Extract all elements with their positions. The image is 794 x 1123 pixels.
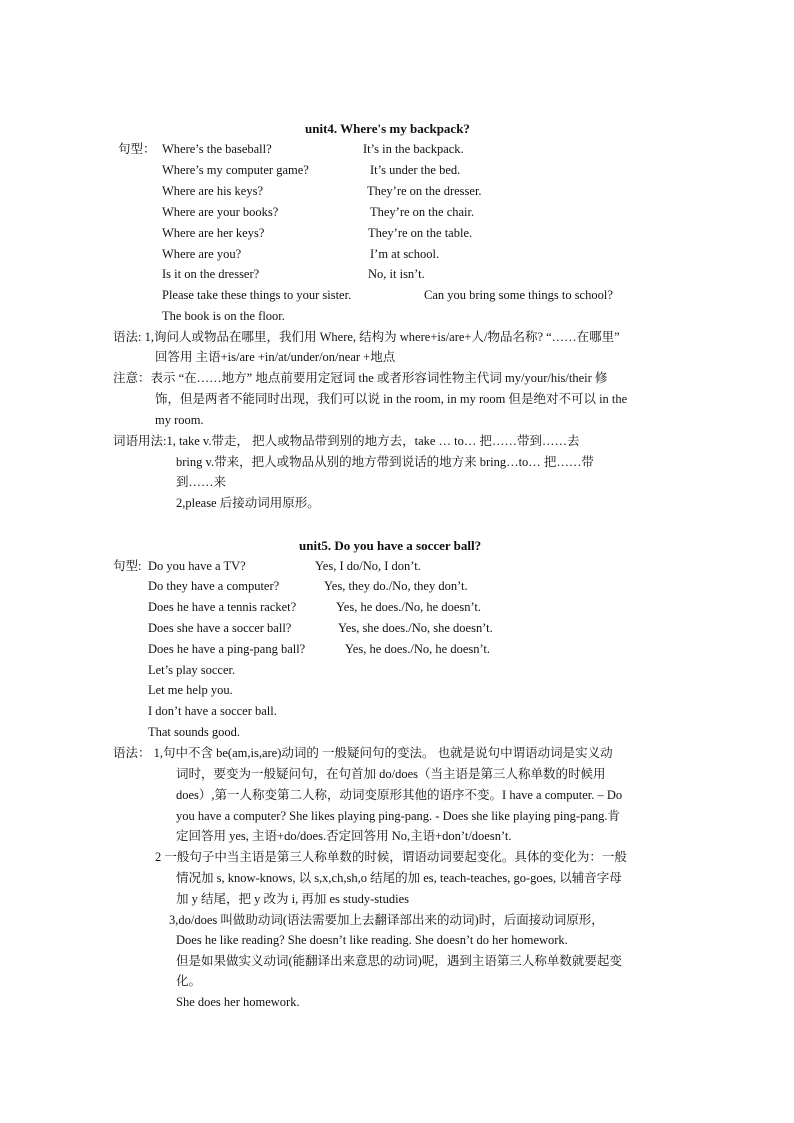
unit4-question: Where’s the baseball?: [162, 142, 272, 156]
unit5-answer: Yes, they do./No, they don’t.: [324, 579, 468, 593]
unit4-pattern-label: 句型：: [118, 142, 156, 156]
unit4-answer: It’s under the bed.: [370, 163, 461, 177]
unit5-grammar-line: 定回答用 yes, 主语+do/does.否定回答用 No,主语+don’t/doesn’t.: [176, 829, 512, 843]
unit5-grammar-line: 2 一般句子中当主语是第三人称单数的时候，谓语动词要起变化。具体的变化为：一般: [155, 850, 627, 864]
unit5-grammar-line: 语法： 1,句中不含 be(am,is,are)动词的 一般疑问句的变法。 也就是说句中谓语动词是实义动: [113, 746, 613, 760]
unit5-title: unit5. Do you have a soccer ball?: [299, 538, 482, 553]
unit4-answer: They’re on the dresser.: [367, 184, 482, 198]
unit5-pattern-label: 句型:: [113, 559, 142, 573]
unit5-sentence: I don’t have a soccer ball.: [148, 704, 277, 718]
unit4-answer: No, it isn’t.: [368, 267, 425, 281]
unit4-note-line: 注意：表示 “在……地方” 地点前要用定冠词 the 或者形容词性物主代词 my/your/his/their 修: [113, 371, 608, 385]
unit4-answer: They’re on the chair.: [370, 205, 475, 219]
unit4-question: Please take these things to your sister.: [162, 288, 352, 302]
unit4-note-line: 饰，但是两者不能同时出现，我们可以说 in the room, in my room 但是绝对不可以 in the: [155, 392, 628, 406]
unit4-question: Is it on the dresser?: [162, 267, 260, 281]
unit5-question: Does he have a ping-pang ball?: [148, 642, 306, 656]
unit4-title: unit4. Where's my backpack?: [305, 121, 470, 136]
unit5-grammar-line: 加 y 结尾，把 y 改为 i, 再加 es study-studies: [176, 892, 409, 906]
unit5-grammar-line: does）,第一人称变第二人称，动词变原形其他的语序不变。I have a computer. – Do: [176, 788, 623, 802]
unit4-question: The book is on the floor.: [162, 309, 285, 323]
unit4-question: Where are your books?: [162, 205, 279, 219]
unit4-question: Where are his keys?: [162, 184, 263, 198]
unit5-grammar-line: 但是如果做实义动词(能翻译出来意思的动词)呢，遇到主语第三人称单数就要起变: [176, 954, 622, 968]
unit4-question: Where’s my computer game?: [162, 163, 309, 177]
unit5-grammar-line: She does her homework.: [176, 995, 300, 1009]
unit4-question: Where are her keys?: [162, 226, 265, 240]
unit4-note-line: my room.: [155, 413, 204, 427]
unit5-sentence: Let’s play soccer.: [148, 663, 236, 677]
unit4-usage-line: 2,please 后接动词用原形。: [176, 496, 320, 510]
unit4-grammar-line: 语法: 1,询问人或物品在哪里，我们用 Where, 结构为 where+is/are+人/物品名称? “……在哪里”: [113, 330, 620, 344]
unit5-answer: Yes, he does./No, he doesn’t.: [345, 642, 491, 656]
unit4-usage-line: bring v.带来，把人或物品从别的地方带到说话的地方来 bring…to… 把……带: [176, 455, 594, 469]
unit4-grammar-line: 回答用 主语+is/are +in/at/under/on/near +地点: [155, 350, 396, 364]
unit5-question: Do they have a computer?: [148, 579, 280, 593]
unit5-grammar-line: 化。: [176, 974, 202, 988]
unit4-usage-line: 词语用法:1, take v.带走， 把人或物品带到别的地方去，take … to… 把……带到……去: [113, 434, 580, 448]
unit5-answer: Yes, he does./No, he doesn’t.: [336, 600, 482, 614]
unit5-sentence: Let me help you.: [148, 683, 233, 697]
unit4-usage-line: 到……来: [176, 475, 227, 489]
unit4-answer: They’re on the table.: [368, 226, 473, 240]
unit5-question: Does she have a soccer ball?: [148, 621, 292, 635]
unit5-grammar-line: Does he like reading? She doesn’t like reading. She doesn’t do her homework.: [176, 933, 568, 947]
unit5-question: Does he have a tennis racket?: [148, 600, 297, 614]
unit4-answer: It’s in the backpack.: [363, 142, 464, 156]
unit5-sentence: That sounds good.: [148, 725, 241, 739]
unit5-question: Do you have a TV?: [148, 559, 246, 573]
unit5-grammar-line: you have a computer? She likes playing ping-pang. - Does she like playing ping-pang.肯: [176, 809, 620, 823]
unit5-answer: Yes, she does./No, she doesn’t.: [338, 621, 493, 635]
unit5-grammar-line: 情况加 s, know-knows, 以 s,x,ch,sh,o 结尾的加 es, teach-teaches, go-goes, 以辅音字母: [176, 871, 622, 885]
unit5-grammar-line: 词时，要变为一般疑问句，在句首加 do/does（当主语是第三人称单数的时候用: [176, 767, 606, 781]
unit4-answer: I’m at school.: [370, 247, 440, 261]
unit5-answer: Yes, I do/No, I don’t.: [315, 559, 421, 573]
unit4-question: Where are you?: [162, 247, 242, 261]
unit4-answer: Can you bring some things to school?: [424, 288, 613, 302]
unit5-grammar-line: 3,do/does 叫做助动词(语法需要加上去翻译部出来的动词)时，后面接动词原形，: [169, 913, 604, 927]
